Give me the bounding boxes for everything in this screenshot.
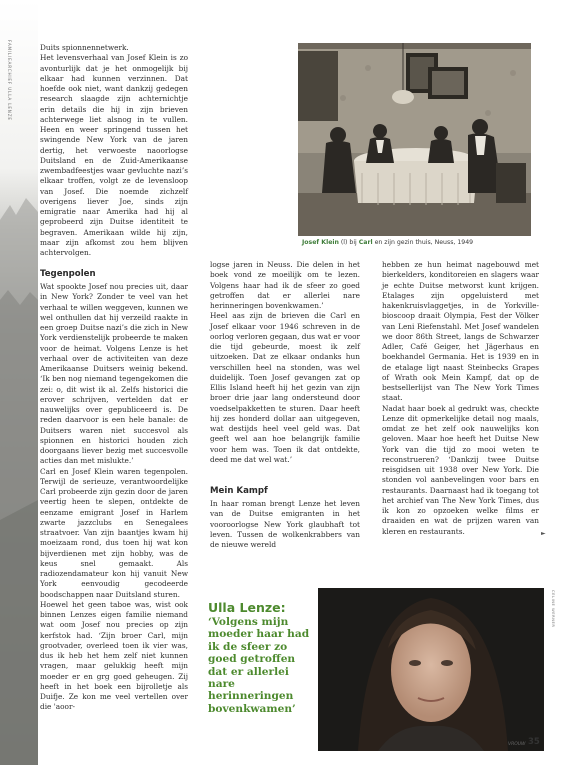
column-2-text-2: In haar roman brengt Lenze het leven van de Duitse emigranten in het vooroorlogse New York glaubhaft tot leven. Tussen de wolkenkrabbers van de nieuwe wereld — [210, 499, 360, 549]
magazine-logo: VROUW — [508, 742, 526, 747]
left-strip-image — [0, 0, 38, 765]
continue-arrow-icon: ► — [541, 530, 546, 537]
subheading-tegenpolen: Tegenpolen — [40, 269, 96, 279]
column-2-text: logse jaren in Neuss. Die delen in het boek vond ze moeilijk om te lezen. Volgens haar had ik de sfeer zo goed getroffen dat er allerlei nare herinneringen bovenkwamen.’ Heel aas zijn de brieven die Carl en Josef elkaar voor 1946 schreven in de oorlog verloren gegaan, dus wat er voor die tijd gebeurde, moest ik zelf uitzoeken. Dat ze elkaar ondanks hun verschillen heel na stonden, was wel duidelijk. Toen Josef gevangen zat op Ellis Island heeft hij het gezin van zijn broer drie jaar lang ondersteund door voedselpakketten te sturen. Daar heeft hij zes honderd dollar aan uitgegeven, wat destijds heel veel geld was. Dat geeft wel aan hoe belangrijk familie voor hem was. Toen ik dat ontdekte, deed me dat wel wat.’ — [210, 260, 360, 464]
quote-author: Ulla Lenze: — [208, 600, 286, 615]
column-1-text: Wat spookte Josef nou precies uit, daar in New York? Zonder te veel van het verhaal te willen weggeven, kunnen we wel onthullen dat hij verzeild raakte in een groep Duitse nazi’s die zich in New York verdienstelijk probeerde te maken voor de heimat. Volgens Lenze is het verhaal over de activiteiten van deze Amerikaanse Duitsers weinig bekend. ‘Ik ben nog niemand tegengekomen die zei: o, dit wist ik al. Zelfs historici die erover schrijven, vertelden dat er nauwelijks over gepubliceerd is. De reden daarvoor is een hele banale: de Duitsers waren niet succesvol als spionnen en historici houden zich doorgaans liever bezig met succesvolle acties dan met mislukte.’ Carl en Josef Klein waren tegenpolen. Terwijl de serieuze, verantwoordelijke Carl probeerde zijn gezin door de jaren veertig heen te slepen, ontdekte de eenzame emigrant Josef in Harlem zwarte jazzclubs en Senegalees straatvoer. Van zijn baantjes kwam hij moeizaam rond, dus toen hij wat kon bijverdienen met zijn hobby, was de keus snel gemaakt. Als radiozendamateur kon hij vanuit New York eenvoudig gecodeerde boodschappen naar Duitsland sturen. Hoewel het geen taboe was, wist ook binnen Lenzes eigen familie niemand wat oom Josef nou precies op zijn kerfstok had. ‘Zijn broer Carl, mijn grootvader, overleed toen ik vier was, dus ik heb het hem zelf niet kunnen vragen, maar gelukkig heeft mijn moeder er en grg goed geheugen. Zij heeft in het boek een bijrolletje als Duifje. Ze kon me veel vertellen over die 'aoor- — [40, 282, 188, 712]
family-photo-1949 — [298, 43, 531, 236]
page-number: 35 — [528, 737, 540, 747]
portrait-photo-ulla-lenze — [318, 588, 544, 751]
column-3 — [382, 260, 539, 537]
column-2 — [210, 260, 360, 550]
column-1 — [40, 268, 188, 713]
intro-paragraph: Duits spionnennetwerk. Het levensverhaal van Josef Klein is zo avonturlijk dat je het onmogelijk bij elkaar had kunnen verzinnen. Dat hoefde ook niet, want dankzij gedegen research slaagde zijn achternichtje erin details die hij in zijn brieven achterwege liet alsnog in te vullen. Heen en weer springend tussen het swingende New York van de jaren dertig, het verwoeste naoorlogse Duitsland en de Zuid-Amerikaanse zwembadfeestjes waar gevluchte nazi’s elkaar troffen, volgt ze de levensloop van Josef. Die noemde zichzelf overigens liever Joe, sinds zijn emigratie naar Amerika had hij al geprobeerd zijn Duitse identiteit te begraven. Amerikaan wilde hij zijn, maar zijn afkomst zou hem blijven achtervolgen. — [40, 43, 188, 257]
quote-text: ‘Volgens mijn moeder haar had ik de sfeer zo goed getroffen dat er allerlei nare herinneringen bovenkwamen’ — [208, 616, 310, 715]
pull-quote — [208, 600, 312, 715]
photo-credit-vertical: FAMILIEARCHIEF ULLA LENZE — [7, 40, 12, 121]
intro-text-block — [40, 43, 188, 258]
portrait-photo-credit: CELINE WERNER — [551, 590, 555, 628]
photo-caption: Josef Klein (l) bij Carl en zijn gezin thuis, Neuss, 1949 — [302, 239, 474, 246]
subheading-mein-kampf: Mein Kampf — [210, 486, 268, 496]
column-3-text: hebben ze hun heimat nagebouwd met bierkelders, konditoreien en slagers waar je echte Duitse metworst kunt krijgen. Etalages zijn opgeluisterd met hakenkruisvlaggetjes, in de Yorkville-bioscoop draait Olympia, Fest der Völker van Leni Riefenstahl. Met Josef wandelen we door 86th Street, langs de Schwarzer Adler, Café Geiger, het Jägerhaus en boekhandel Germania. Het is 1939 en in de etalage ligt naast Steinbecks Grapes of Wrath ook Mein Kampf, dat op de bestsellerlijst van The New York Times staat. Nadat haar boek al gedrukt was, checkte Lenze dit opmerkelijke detail nog maals, omdat ze het zelf ook nauwelijks kon geloven. Maar hoe heeft het Duitse New York van die tijd zo mooi weten te reconstrueren? ‘Dankzij twee Duitse reisgidsen uit 1938 over New York. Die stonden vol aanbevelingen voor bars en restaurants. Daarnaast had ik toegang tot het archief van The New York Times, dus ik kon zo opzoeken welke films er draaiden en wat de prijzen waren van kleren en restaurants. — [382, 260, 539, 536]
